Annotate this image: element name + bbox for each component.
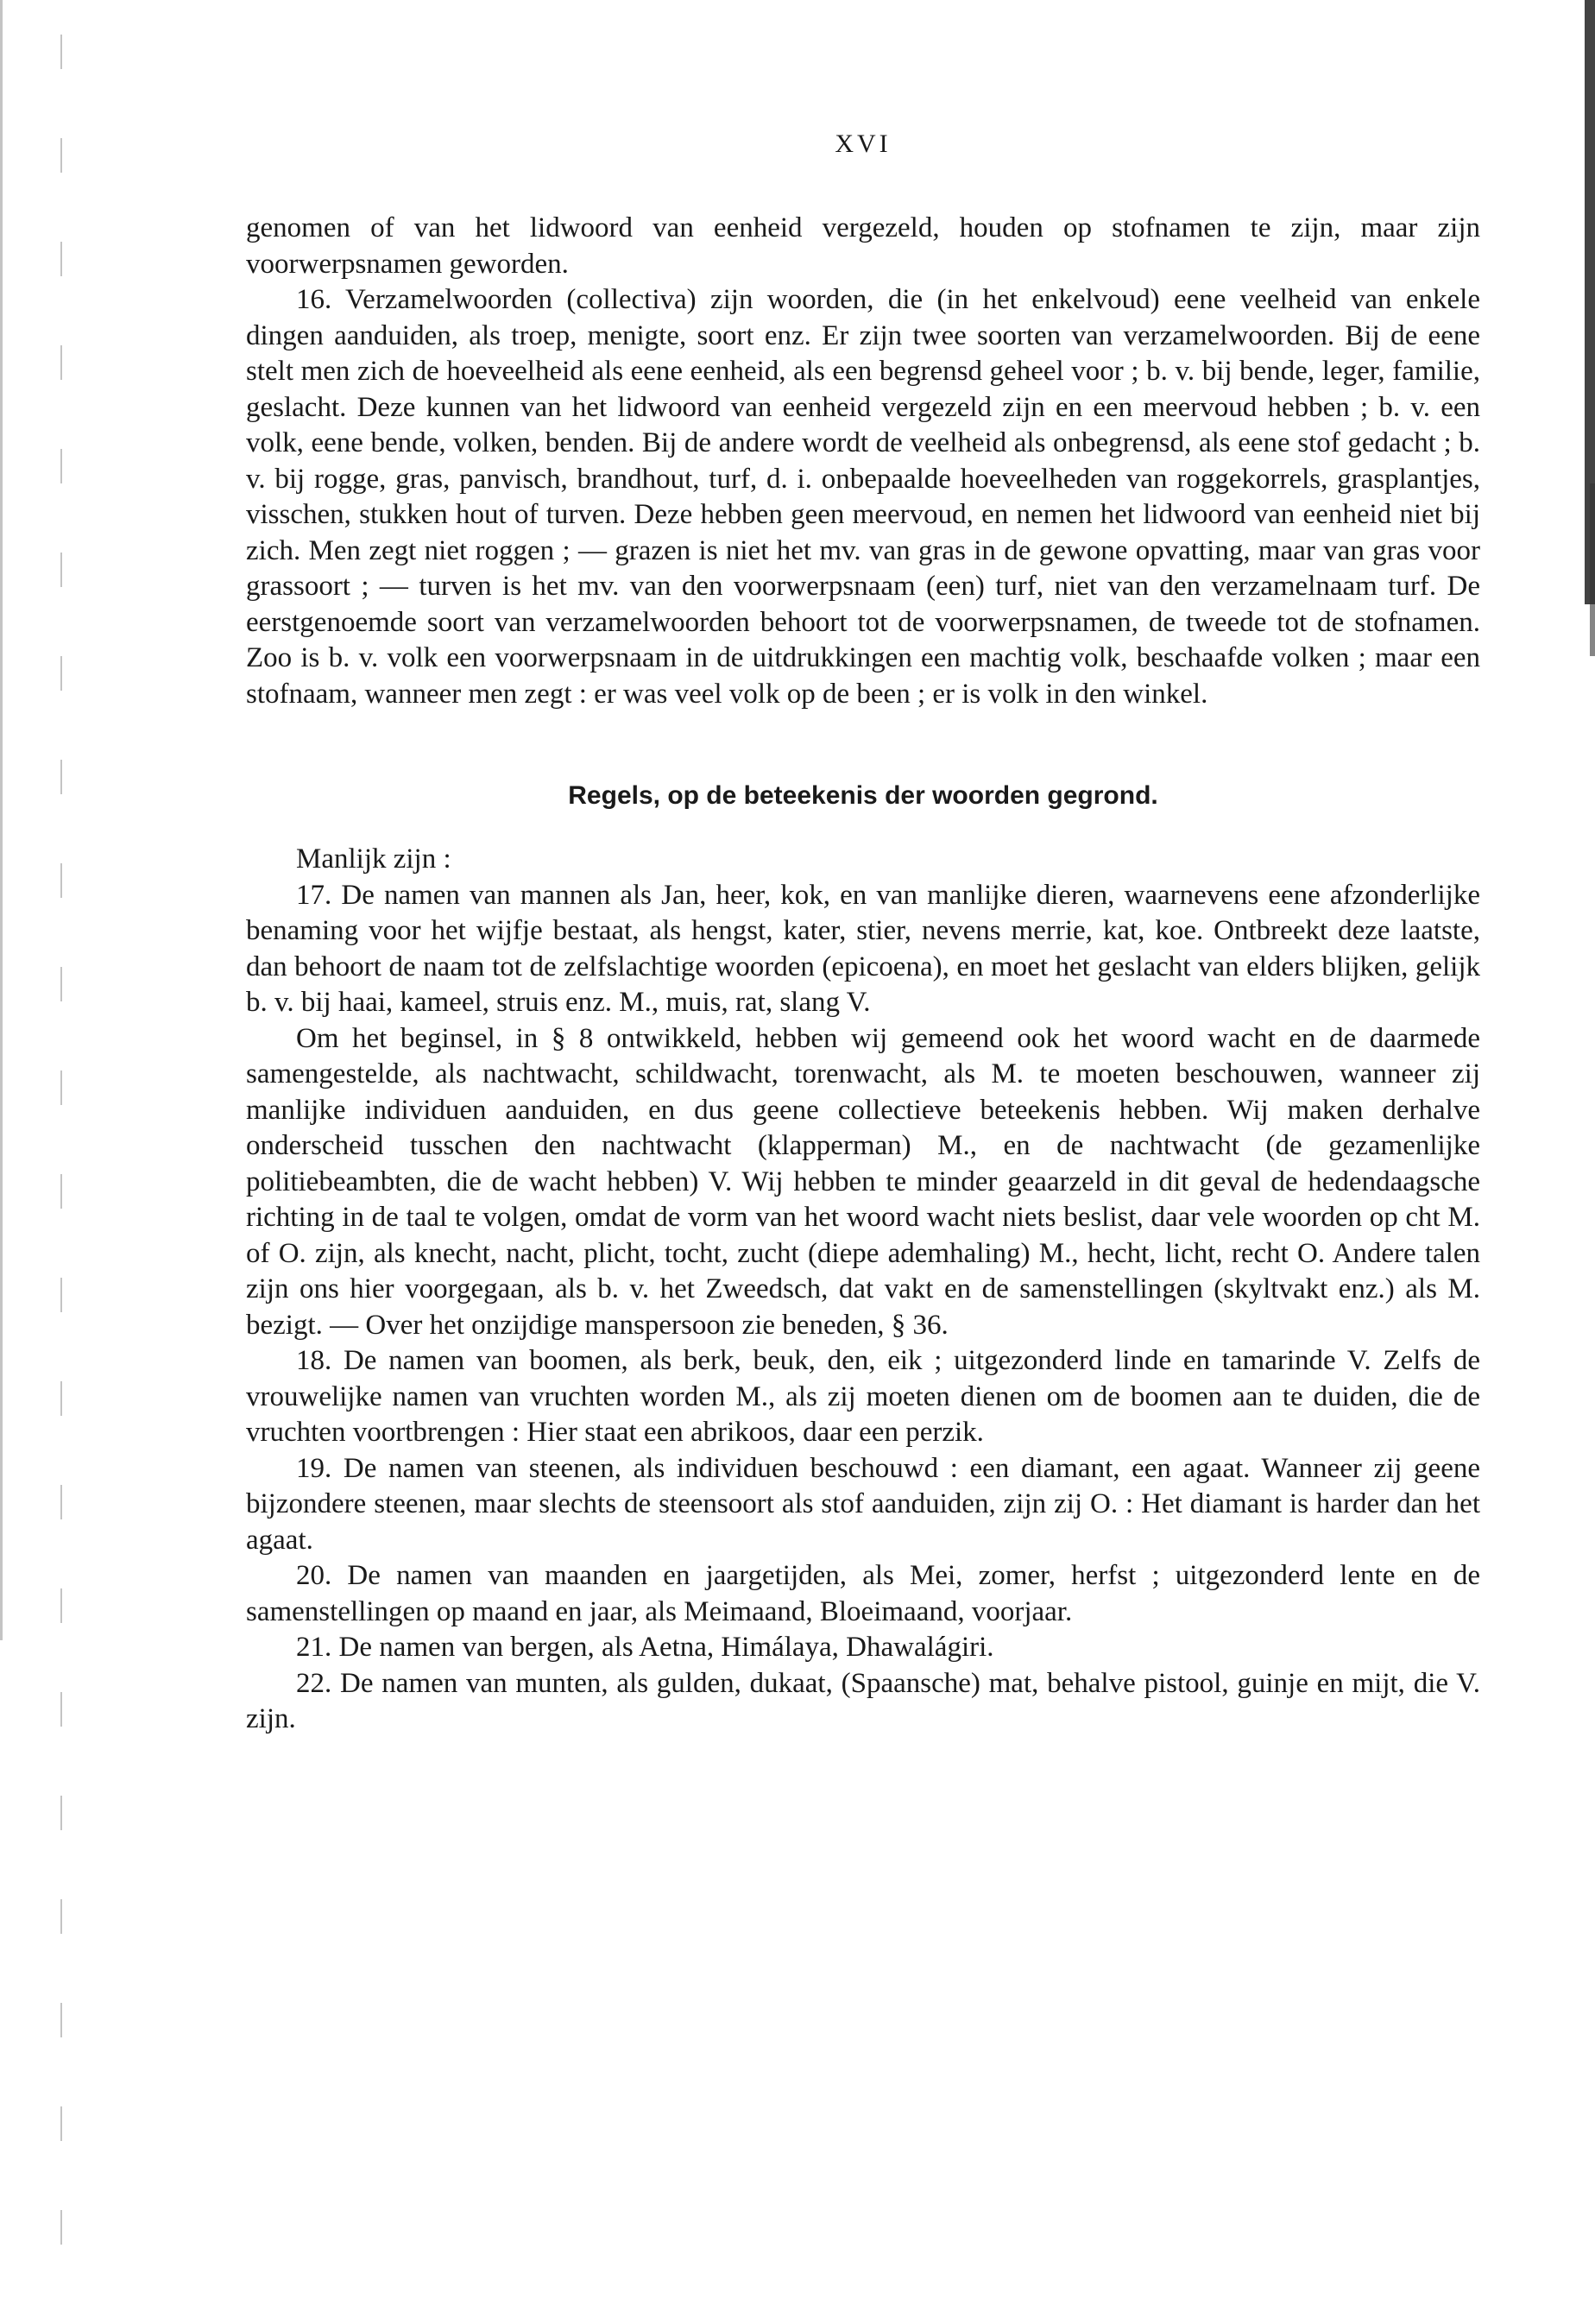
paragraph-17: 17. De namen van mannen als Jan, heer, kok, en van manlijke dieren, waarnevens eene afzonderlijke benaming voor het wijfje bestaat, als hengst, kater, stier, nevens merrie, kat, koe. Ontbreekt deze laatste, dan behoort de naam tot de zelfslachtige woorden (epicoena), en moet het geslacht van elders blijken, gelijk b. v. bij haai, kameel, struis enz. M., muis, rat, slang V. (246, 879, 1480, 1018)
paragraph-21: 21. De namen van bergen, als Aetna, Himálaya, Dhawalágiri. (296, 1632, 994, 1663)
paragraph-manlijk: Manlijk zijn : (296, 843, 451, 875)
scan-edge-right-lower (1590, 483, 1595, 656)
section-heading: Regels, op de beteekenis der woorden gegrond. (568, 781, 1158, 810)
paragraph-22: 22. De namen van munten, als gulden, dukaat, (Spaansche) mat, behalve pistool, guinje en mijt, die V. zijn. (246, 1667, 1480, 1734)
page-number: XVI (835, 129, 892, 158)
paragraph-17b: Om het beginsel, in § 8 ontwikkeld, hebben wij gemeend ook het woord wacht en de daarmede samengestelde, als nachtwacht, schildwacht, torenwacht, als M. te moeten beschouwen, wanneer zij manlijke individuen aanduiden, en dus geene collectieve beteekenis hebben. Wij maken derhalve onderscheid tusschen den nachtwacht (klapperman) M., en de nachtwacht (de gezamenlijke politiebeambten, die de wacht hebben) V. Wij hebben te minder geaarzeld in dit geval de hedendaagsche richting in de taal te volgen, omdat de vorm van het woord wacht niets beslist, daar vele woorden op cht M. of O. zijn, als knecht, nacht, plicht, tocht, zucht (diepe ademhaling) M., hecht, licht, recht O. Andere talen zijn ons hier voorgegaan, als b. v. het Zweedsch, dat vakt en de samenstellingen (skyltvakt enz.) als M. bezigt. — Over het onzijdige manspersoon zie beneden, § 36. (246, 1022, 1480, 1341)
paragraph-16: 16. Verzamelwoorden (collectiva) zijn woorden, die (in het enkelvoud) eene veelheid van enkele dingen aanduiden, als troep, menigte, soort enz. Er zijn twee soorten van verzamelwoorden. Bij de eene stelt men zich de hoeveelheid als eene eenheid, als een begrensd geheel voor ; b. v. bij bende, leger, familie, geslacht. Deze kunnen van het lidwoord van eenheid vergezeld zijn en een meervoud hebben ; b. v. een volk, eene bende, volken, benden. Bij de andere wordt de veelheid als onbegrensd, als eene stof gedacht ; b. v. bij rogge, gras, panvisch, brandhout, turf, d. i. onbepaalde hoeveelheden van roggekorrels, grasplantjes, visschen, stukken hout of turven. Deze hebben geen meervoud, en nemen het lidwoord van eenheid niet bij zich. Men zegt niet roggen ; — grazen is niet het mv. van gras in de gewone opvatting, maar van gras voor grassoort ; — turven is het mv. van den voorwerpsnaam (een) turf, niet van den verzamelnaam turf. De eerstgenoemde soort van verzamelwoorden behoort tot de voorwerpsnamen, de tweede tot de stofnamen. Zoo is b. v. volk een voorwerpsnaam in de uitdrukkingen een machtig volk, beschaafde volken ; maar een stofnaam, wanneer men zegt : er was veel volk op de been ; er is volk in den winkel. (246, 284, 1480, 710)
paragraph-18: 18. De namen van boomen, als berk, beuk, den, eik ; uitgezonderd linde en tamarinde V. Zelfs de vrouwelijke namen van vruchten worden M., als zij moeten dienen om de boomen aan te duiden, die de vruchten voortbrengen : Hier staat een abrikoos, daar een perzik. (246, 1345, 1480, 1448)
paragraph-intro: genomen of van het lidwoord van eenheid vergezeld, houden op stofnamen te zijn, maar zijn voorwerpsnamen geworden. (246, 212, 1480, 280)
scan-edge-marks (60, 35, 62, 2245)
paragraph-19: 19. De namen van steenen, als individuen beschouwd : een diamant, een agaat. Wanneer zij geene bijzondere steenen, maar slechts de steensoort als stof aanduiden, zijn zij O. : Het diamant is harder dan het agaat. (246, 1452, 1480, 1556)
paragraph-20: 20. De namen van maanden en jaargetijden, als Mei, zomer, herfst ; uitgezonderd lente en de samenstellingen op maand en jaar, als Meimaand, Bloeimaand, voorjaar. (246, 1560, 1480, 1627)
book-page (246, 129, 1480, 1738)
scan-edge-left (0, 0, 11, 1640)
